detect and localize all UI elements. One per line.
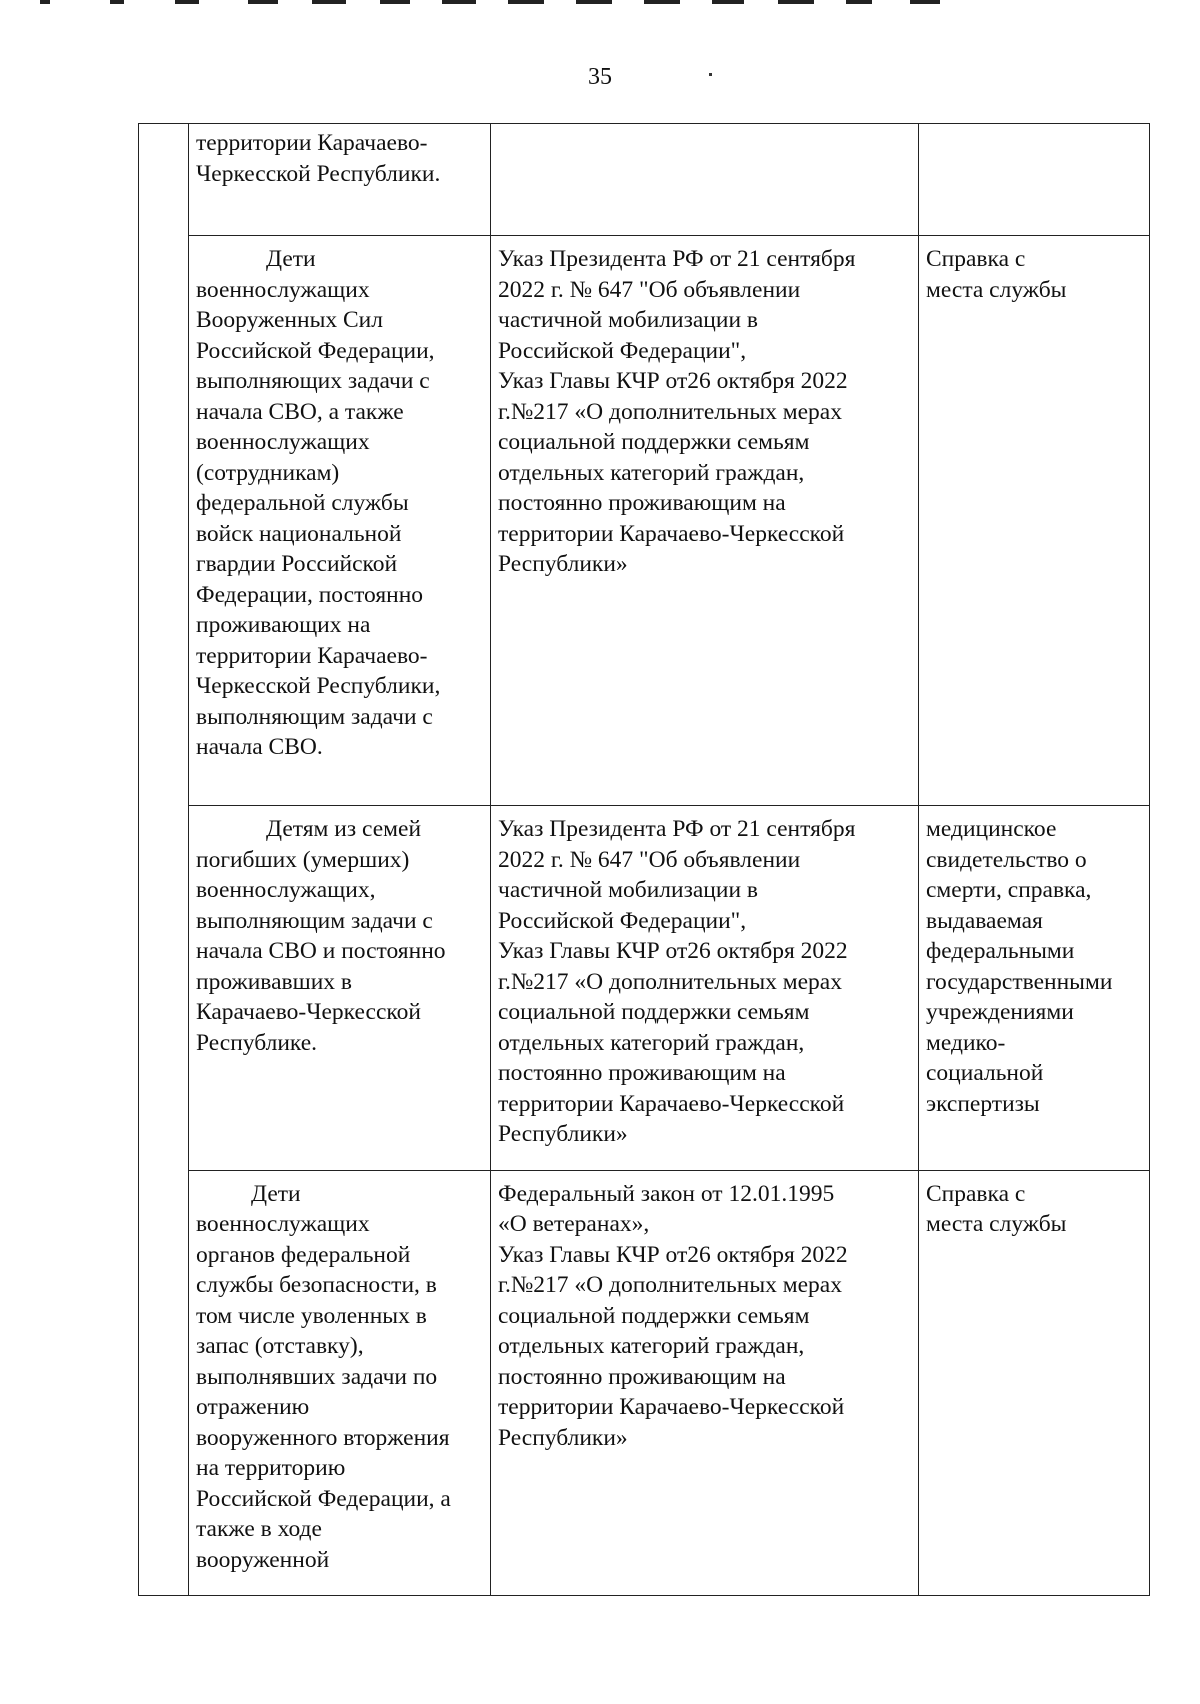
category-text: Дети военнослужащих Вооруженных Сил Российской Федерации, выполняющих задачи с начала СВО, а также военнослужащих (сотрудникам) федеральной службы войск национальной гвардии Российской Федерации, постоянно проживающих на территории Карачаево- Черкесской Республики, выполняющим задачи с начала СВО. bbox=[196, 246, 441, 760]
category-text: территории Карачаево- Черкесской Республики. bbox=[196, 130, 441, 187]
basis-text: Указ Президента РФ от 21 сентября 2022 г. № 647 "Об объявлении частичной мобилизации в Российской Федерации", Указ Главы КЧР от26 октября 2022 г.№217 «О дополнительных мерах социальной поддержки семьям отдельных категорий граждан, постоянно проживающим на территории Карачаево-Черкесской Республики» bbox=[498, 816, 856, 1147]
basis-cell bbox=[491, 124, 919, 236]
basis-cell bbox=[491, 806, 919, 1171]
documents-text: Справка с места службы bbox=[926, 1180, 1067, 1237]
documents-text: медицинское свидетельство о смерти, справка, выдаваемая федеральными государственными учреждениями медико- социальной экспертизы bbox=[926, 816, 1113, 1117]
benefits-table bbox=[138, 123, 1150, 1596]
page-number: 35 bbox=[588, 64, 612, 90]
documents-cell bbox=[919, 1170, 1150, 1596]
category-cell bbox=[189, 806, 491, 1171]
scan-edge-marks bbox=[30, 0, 970, 6]
documents-text: Справка с места службы bbox=[926, 246, 1067, 303]
category-cell bbox=[189, 236, 491, 806]
table-row bbox=[139, 1170, 1150, 1596]
table-row bbox=[139, 124, 1150, 236]
basis-text: Указ Президента РФ от 21 сентября 2022 г. № 647 "Об объявлении частичной мобилизации в Российской Федерации", Указ Главы КЧР от26 октября 2022 г.№217 «О дополнительных мерах социальной поддержки семьям отдельных категорий граждан, постоянно проживающим на территории Карачаево-Черкесской Республики» bbox=[498, 246, 856, 577]
documents-cell bbox=[919, 236, 1150, 806]
table-row bbox=[139, 806, 1150, 1171]
category-cell bbox=[189, 1170, 491, 1596]
basis-cell bbox=[491, 236, 919, 806]
table-row bbox=[139, 236, 1150, 806]
category-text: Детям из семей погибших (умерших) военнослужащих, выполняющим задачи с начала СВО и постоянно проживавших в Карачаево-Черкесской Республике. bbox=[196, 816, 446, 1056]
documents-cell bbox=[919, 124, 1150, 236]
documents-cell bbox=[919, 806, 1150, 1171]
number-column bbox=[139, 124, 189, 1596]
basis-cell bbox=[491, 1170, 919, 1596]
scan-dot bbox=[709, 73, 712, 76]
category-cell bbox=[189, 124, 491, 236]
basis-text: Федеральный закон от 12.01.1995 «О ветеранах», Указ Главы КЧР от26 октября 2022 г.№217 «О дополнительных мерах социальной поддержки семьям отдельных категорий граждан, постоянно проживающим на территории Карачаево-Черкесской Республики» bbox=[498, 1180, 848, 1451]
category-text: Дети военнослужащих органов федеральной службы безопасности, в том числе уволенных в запас (отставку), выполнявших задачи по отражению вооруженного вторжения на территорию Российской Федерации, а также в ходе вооруженной bbox=[196, 1180, 451, 1573]
